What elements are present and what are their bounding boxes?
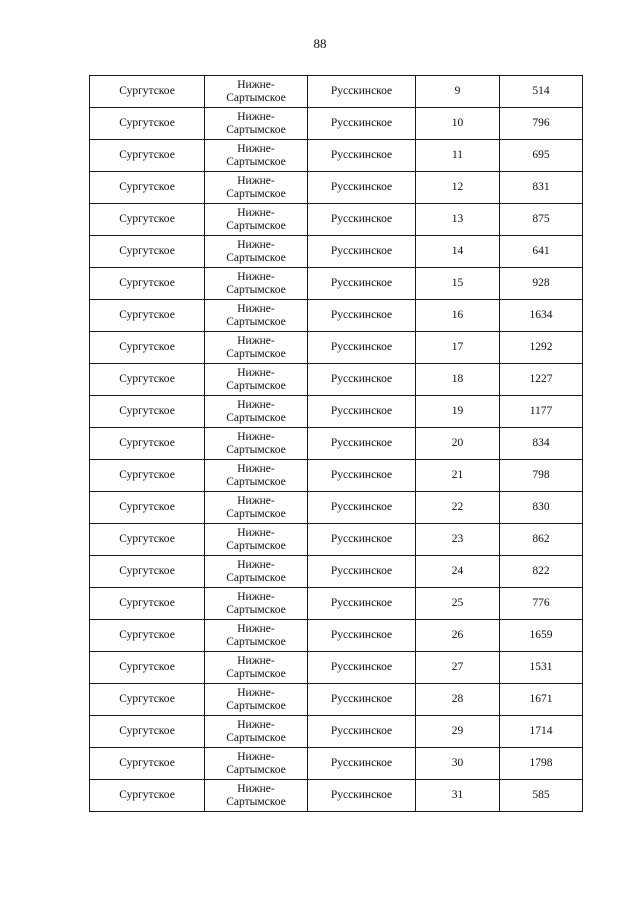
table-row — [90, 364, 583, 396]
cell-license-area: Нижне- Сартымское — [205, 332, 308, 364]
cell-license-area: Нижне- Сартымское — [205, 204, 308, 236]
cell-field: Русскинское — [308, 556, 416, 588]
table-row — [90, 332, 583, 364]
cell-well-number: 20 — [416, 428, 500, 460]
table-row — [90, 780, 583, 812]
cell-well-number: 25 — [416, 588, 500, 620]
cell-field: Русскинское — [308, 108, 416, 140]
cell-value: 822 — [500, 556, 583, 588]
cell-license-area: Нижне- Сартымское — [205, 76, 308, 108]
cell-value: 1659 — [500, 620, 583, 652]
cell-well-number: 29 — [416, 716, 500, 748]
cell-license-area: Нижне- Сартымское — [205, 748, 308, 780]
cell-field: Русскинское — [308, 492, 416, 524]
cell-region: Сургутское — [90, 684, 205, 716]
cell-region: Сургутское — [90, 108, 205, 140]
cell-value: 875 — [500, 204, 583, 236]
table-row — [90, 236, 583, 268]
cell-well-number: 11 — [416, 140, 500, 172]
cell-value: 1671 — [500, 684, 583, 716]
cell-license-area: Нижне- Сартымское — [205, 652, 308, 684]
cell-license-area: Нижне- Сартымское — [205, 396, 308, 428]
cell-region: Сургутское — [90, 652, 205, 684]
cell-value: 776 — [500, 588, 583, 620]
cell-region: Сургутское — [90, 140, 205, 172]
cell-license-area: Нижне- Сартымское — [205, 492, 308, 524]
table-row — [90, 716, 583, 748]
cell-region: Сургутское — [90, 524, 205, 556]
table-row — [90, 556, 583, 588]
cell-well-number: 16 — [416, 300, 500, 332]
cell-field: Русскинское — [308, 300, 416, 332]
cell-field: Русскинское — [308, 428, 416, 460]
table-row — [90, 684, 583, 716]
cell-well-number: 17 — [416, 332, 500, 364]
cell-region: Сургутское — [90, 300, 205, 332]
cell-value: 1634 — [500, 300, 583, 332]
cell-region: Сургутское — [90, 716, 205, 748]
cell-region: Сургутское — [90, 172, 205, 204]
cell-value: 1714 — [500, 716, 583, 748]
cell-well-number: 13 — [416, 204, 500, 236]
table-row — [90, 172, 583, 204]
cell-value: 928 — [500, 268, 583, 300]
cell-value: 831 — [500, 172, 583, 204]
cell-well-number: 10 — [416, 108, 500, 140]
cell-value: 862 — [500, 524, 583, 556]
cell-license-area: Нижне- Сартымское — [205, 684, 308, 716]
cell-field: Русскинское — [308, 684, 416, 716]
table-row — [90, 652, 583, 684]
cell-value: 695 — [500, 140, 583, 172]
cell-license-area: Нижне- Сартымское — [205, 780, 308, 812]
table-row — [90, 524, 583, 556]
table-row — [90, 588, 583, 620]
table-body — [90, 76, 583, 812]
cell-well-number: 19 — [416, 396, 500, 428]
cell-well-number: 14 — [416, 236, 500, 268]
cell-field: Русскинское — [308, 172, 416, 204]
cell-region: Сургутское — [90, 748, 205, 780]
cell-region: Сургутское — [90, 268, 205, 300]
cell-license-area: Нижне- Сартымское — [205, 460, 308, 492]
cell-license-area: Нижне- Сартымское — [205, 108, 308, 140]
table-row — [90, 428, 583, 460]
cell-field: Русскинское — [308, 236, 416, 268]
cell-well-number: 15 — [416, 268, 500, 300]
cell-field: Русскинское — [308, 780, 416, 812]
cell-value: 798 — [500, 460, 583, 492]
cell-region: Сургутское — [90, 428, 205, 460]
cell-well-number: 28 — [416, 684, 500, 716]
cell-well-number: 21 — [416, 460, 500, 492]
table-row — [90, 492, 583, 524]
cell-field: Русскинское — [308, 204, 416, 236]
cell-license-area: Нижне- Сартымское — [205, 556, 308, 588]
cell-field: Русскинское — [308, 268, 416, 300]
cell-license-area: Нижне- Сартымское — [205, 620, 308, 652]
cell-value: 796 — [500, 108, 583, 140]
cell-field: Русскинское — [308, 76, 416, 108]
cell-value: 1531 — [500, 652, 583, 684]
cell-well-number: 31 — [416, 780, 500, 812]
cell-well-number: 18 — [416, 364, 500, 396]
cell-value: 585 — [500, 780, 583, 812]
cell-value: 514 — [500, 76, 583, 108]
cell-region: Сургутское — [90, 204, 205, 236]
cell-license-area: Нижне- Сартымское — [205, 588, 308, 620]
cell-field: Русскинское — [308, 140, 416, 172]
cell-field: Русскинское — [308, 460, 416, 492]
cell-license-area: Нижне- Сартымское — [205, 300, 308, 332]
cell-value: 830 — [500, 492, 583, 524]
cell-value: 834 — [500, 428, 583, 460]
table-row — [90, 140, 583, 172]
cell-region: Сургутское — [90, 364, 205, 396]
cell-field: Русскинское — [308, 716, 416, 748]
cell-field: Русскинское — [308, 588, 416, 620]
cell-field: Русскинское — [308, 524, 416, 556]
cell-license-area: Нижне- Сартымское — [205, 236, 308, 268]
cell-value: 641 — [500, 236, 583, 268]
cell-field: Русскинское — [308, 652, 416, 684]
cell-region: Сургутское — [90, 460, 205, 492]
cell-region: Сургутское — [90, 236, 205, 268]
cell-field: Русскинское — [308, 364, 416, 396]
cell-field: Русскинское — [308, 620, 416, 652]
table-row — [90, 300, 583, 332]
cell-well-number: 27 — [416, 652, 500, 684]
cell-region: Сургутское — [90, 588, 205, 620]
cell-license-area: Нижне- Сартымское — [205, 716, 308, 748]
cell-field: Русскинское — [308, 332, 416, 364]
cell-field: Русскинское — [308, 396, 416, 428]
cell-license-area: Нижне- Сартымское — [205, 364, 308, 396]
cell-well-number: 12 — [416, 172, 500, 204]
cell-well-number: 22 — [416, 492, 500, 524]
cell-region: Сургутское — [90, 396, 205, 428]
data-table — [89, 75, 583, 812]
cell-license-area: Нижне- Сартымское — [205, 428, 308, 460]
cell-well-number: 30 — [416, 748, 500, 780]
cell-well-number: 24 — [416, 556, 500, 588]
page-number: 88 — [313, 36, 327, 51]
table-row — [90, 204, 583, 236]
table-row — [90, 108, 583, 140]
table-row — [90, 460, 583, 492]
cell-well-number: 26 — [416, 620, 500, 652]
cell-value: 1292 — [500, 332, 583, 364]
table-row — [90, 396, 583, 428]
cell-region: Сургутское — [90, 76, 205, 108]
table-row — [90, 76, 583, 108]
table-row — [90, 620, 583, 652]
cell-region: Сургутское — [90, 332, 205, 364]
cell-value: 1798 — [500, 748, 583, 780]
cell-value: 1177 — [500, 396, 583, 428]
cell-region: Сургутское — [90, 620, 205, 652]
table-row — [90, 748, 583, 780]
cell-license-area: Нижне- Сартымское — [205, 268, 308, 300]
cell-license-area: Нижне- Сартымское — [205, 172, 308, 204]
table-row — [90, 268, 583, 300]
cell-well-number: 23 — [416, 524, 500, 556]
cell-well-number: 9 — [416, 76, 500, 108]
cell-region: Сургутское — [90, 556, 205, 588]
cell-license-area: Нижне- Сартымское — [205, 524, 308, 556]
cell-region: Сургутское — [90, 780, 205, 812]
cell-value: 1227 — [500, 364, 583, 396]
cell-license-area: Нижне- Сартымское — [205, 140, 308, 172]
cell-field: Русскинское — [308, 748, 416, 780]
cell-region: Сургутское — [90, 492, 205, 524]
